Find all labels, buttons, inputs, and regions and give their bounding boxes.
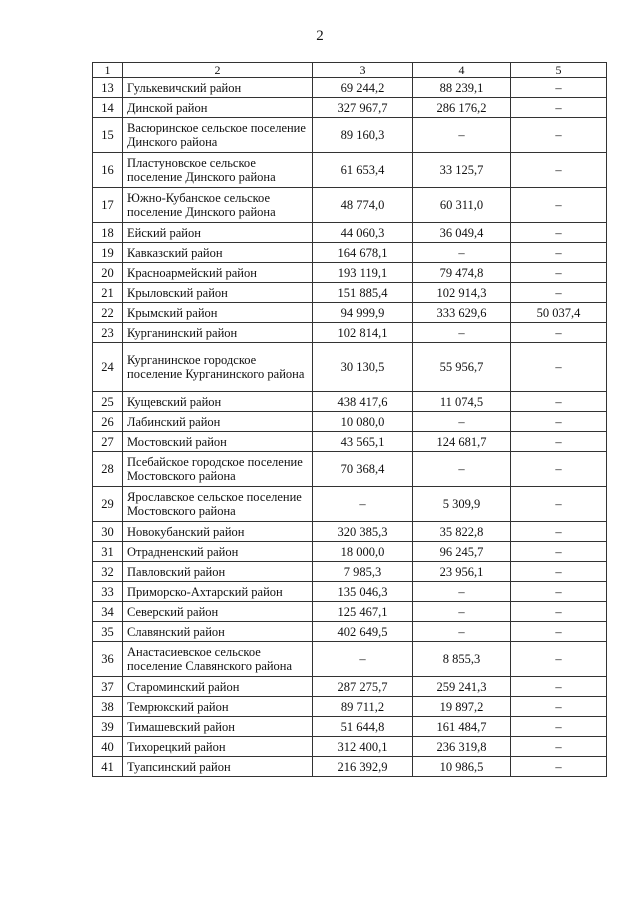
column-4-value: 96 245,7 [413, 542, 511, 562]
table-body [93, 78, 607, 777]
column-4-value: 36 049,4 [413, 223, 511, 243]
column-5-value: – [511, 737, 607, 757]
district-name: Кавказский район [123, 243, 313, 263]
column-4-value: – [413, 118, 511, 153]
row-number: 18 [93, 223, 123, 243]
column-4-value: 286 176,2 [413, 98, 511, 118]
table-row [93, 757, 607, 777]
column-5-value: – [511, 717, 607, 737]
table-row [93, 243, 607, 263]
table-row [93, 642, 607, 677]
row-number: 41 [93, 757, 123, 777]
district-name: Славянский район [123, 622, 313, 642]
column-4-value: – [413, 323, 511, 343]
row-number: 20 [93, 263, 123, 283]
table-row [93, 677, 607, 697]
column-5-value: – [511, 602, 607, 622]
row-number: 17 [93, 188, 123, 223]
column-3-value: 48 774,0 [313, 188, 413, 223]
column-3-value: 312 400,1 [313, 737, 413, 757]
column-4-value: 8 855,3 [413, 642, 511, 677]
column-4-value: 60 311,0 [413, 188, 511, 223]
column-5-value: – [511, 118, 607, 153]
column-5-value: – [511, 153, 607, 188]
row-number: 33 [93, 582, 123, 602]
column-4-value: – [413, 582, 511, 602]
column-4-value: 19 897,2 [413, 697, 511, 717]
column-5-value: – [511, 757, 607, 777]
row-number: 19 [93, 243, 123, 263]
district-name: Красноармейский район [123, 263, 313, 283]
row-number: 34 [93, 602, 123, 622]
column-4-value: – [413, 602, 511, 622]
district-name: Туапсинский район [123, 757, 313, 777]
column-5-value: 50 037,4 [511, 303, 607, 323]
column-4-value: 102 914,3 [413, 283, 511, 303]
column-header-2: 2 [123, 63, 313, 78]
district-name: Староминский район [123, 677, 313, 697]
district-name: Динской район [123, 98, 313, 118]
district-name: Приморско-Ахтарский район [123, 582, 313, 602]
column-5-value: – [511, 98, 607, 118]
table-header [93, 63, 607, 78]
table-row [93, 717, 607, 737]
row-number: 26 [93, 412, 123, 432]
row-number: 28 [93, 452, 123, 487]
column-3-value: – [313, 487, 413, 522]
district-name: Мостовский район [123, 432, 313, 452]
allocation-table [92, 62, 607, 777]
table-row [93, 452, 607, 487]
column-3-value: 44 060,3 [313, 223, 413, 243]
row-number: 39 [93, 717, 123, 737]
table-row [93, 522, 607, 542]
district-name: Ейский район [123, 223, 313, 243]
column-4-value: 55 956,7 [413, 343, 511, 392]
row-number: 16 [93, 153, 123, 188]
column-3-value: 193 119,1 [313, 263, 413, 283]
row-number: 36 [93, 642, 123, 677]
column-5-value: – [511, 487, 607, 522]
district-name: Гулькевичский район [123, 78, 313, 98]
column-5-value: – [511, 343, 607, 392]
column-3-value: 216 392,9 [313, 757, 413, 777]
district-name: Тихорецкий район [123, 737, 313, 757]
column-3-value: 125 467,1 [313, 602, 413, 622]
district-name: Северский район [123, 602, 313, 622]
table-row [93, 283, 607, 303]
column-4-value: 35 822,8 [413, 522, 511, 542]
column-3-value: 70 368,4 [313, 452, 413, 487]
column-4-value: – [413, 452, 511, 487]
column-3-value: 18 000,0 [313, 542, 413, 562]
table-row [93, 542, 607, 562]
column-5-value: – [511, 392, 607, 412]
column-3-value: 89 160,3 [313, 118, 413, 153]
column-5-value: – [511, 642, 607, 677]
district-name: Кущевский район [123, 392, 313, 412]
row-number: 21 [93, 283, 123, 303]
row-number: 24 [93, 343, 123, 392]
row-number: 38 [93, 697, 123, 717]
table-row [93, 582, 607, 602]
column-4-value: 124 681,7 [413, 432, 511, 452]
column-4-value: 79 474,8 [413, 263, 511, 283]
district-name: Новокубанский район [123, 522, 313, 542]
column-3-value: 327 967,7 [313, 98, 413, 118]
table-row [93, 263, 607, 283]
column-5-value: – [511, 323, 607, 343]
district-name: Темрюкский район [123, 697, 313, 717]
district-name: Анастасиевское сельское поселение Славянского района [123, 642, 313, 677]
column-4-value: 10 986,5 [413, 757, 511, 777]
table-row [93, 697, 607, 717]
table-row [93, 737, 607, 757]
column-3-value: 438 417,6 [313, 392, 413, 412]
row-number: 23 [93, 323, 123, 343]
table-row [93, 323, 607, 343]
column-5-value: – [511, 223, 607, 243]
column-3-value: 164 678,1 [313, 243, 413, 263]
column-5-value: – [511, 263, 607, 283]
column-4-value: 11 074,5 [413, 392, 511, 412]
column-4-value: 33 125,7 [413, 153, 511, 188]
district-name: Тимашевский район [123, 717, 313, 737]
column-3-value: 30 130,5 [313, 343, 413, 392]
table-row [93, 153, 607, 188]
column-5-value: – [511, 562, 607, 582]
table-row [93, 78, 607, 98]
column-5-value: – [511, 697, 607, 717]
column-3-value: 135 046,3 [313, 582, 413, 602]
column-4-value: – [413, 622, 511, 642]
row-number: 27 [93, 432, 123, 452]
column-4-value: 23 956,1 [413, 562, 511, 582]
district-name: Лабинский район [123, 412, 313, 432]
district-name: Крыловский район [123, 283, 313, 303]
column-3-value: 7 985,3 [313, 562, 413, 582]
row-number: 40 [93, 737, 123, 757]
district-name: Псебайское городское поселение Мостовского района [123, 452, 313, 487]
district-name: Павловский район [123, 562, 313, 582]
column-5-value: – [511, 188, 607, 223]
row-number: 15 [93, 118, 123, 153]
column-5-value: – [511, 432, 607, 452]
table-row [93, 432, 607, 452]
column-5-value: – [511, 452, 607, 487]
column-3-value: 51 644,8 [313, 717, 413, 737]
column-3-value: 320 385,3 [313, 522, 413, 542]
table-row [93, 98, 607, 118]
district-name: Южно-Кубанское сельское поселение Динского района [123, 188, 313, 223]
column-5-value: – [511, 622, 607, 642]
table-row [93, 392, 607, 412]
district-name: Курганинский район [123, 323, 313, 343]
column-3-value: 94 999,9 [313, 303, 413, 323]
table-row [93, 118, 607, 153]
table-row [93, 343, 607, 392]
row-number: 32 [93, 562, 123, 582]
row-number: 13 [93, 78, 123, 98]
column-3-value: 402 649,5 [313, 622, 413, 642]
row-number: 29 [93, 487, 123, 522]
column-5-value: – [511, 522, 607, 542]
district-name: Пластуновское сельское поселение Динского района [123, 153, 313, 188]
column-4-value: – [413, 412, 511, 432]
column-3-value: 287 275,7 [313, 677, 413, 697]
table-row [93, 562, 607, 582]
column-5-value: – [511, 78, 607, 98]
header-row [93, 63, 607, 78]
column-4-value: 88 239,1 [413, 78, 511, 98]
row-number: 31 [93, 542, 123, 562]
column-5-value: – [511, 582, 607, 602]
district-name: Отрадненский район [123, 542, 313, 562]
column-4-value: – [413, 243, 511, 263]
column-4-value: 333 629,6 [413, 303, 511, 323]
column-header-3: 3 [313, 63, 413, 78]
row-number: 22 [93, 303, 123, 323]
table-row [93, 303, 607, 323]
table-row [93, 223, 607, 243]
column-3-value: 61 653,4 [313, 153, 413, 188]
column-4-value: 236 319,8 [413, 737, 511, 757]
column-3-value: 69 244,2 [313, 78, 413, 98]
row-number: 14 [93, 98, 123, 118]
row-number: 25 [93, 392, 123, 412]
column-header-4: 4 [413, 63, 511, 78]
table-row [93, 412, 607, 432]
column-4-value: 5 309,9 [413, 487, 511, 522]
column-3-value: 151 885,4 [313, 283, 413, 303]
column-3-value: 102 814,1 [313, 323, 413, 343]
column-header-1: 1 [93, 63, 123, 78]
district-name: Ярославское сельское поселение Мостовского района [123, 487, 313, 522]
row-number: 37 [93, 677, 123, 697]
column-3-value: 89 711,2 [313, 697, 413, 717]
row-number: 30 [93, 522, 123, 542]
column-4-value: 161 484,7 [413, 717, 511, 737]
district-name: Курганинское городское поселение Курганинского района [123, 343, 313, 392]
table-row [93, 602, 607, 622]
column-3-value: 43 565,1 [313, 432, 413, 452]
column-3-value: 10 080,0 [313, 412, 413, 432]
column-5-value: – [511, 243, 607, 263]
district-name: Крымский район [123, 303, 313, 323]
column-5-value: – [511, 677, 607, 697]
row-number: 35 [93, 622, 123, 642]
column-4-value: 259 241,3 [413, 677, 511, 697]
table-row [93, 487, 607, 522]
column-5-value: – [511, 412, 607, 432]
district-name: Васюринское сельское поселение Динского района [123, 118, 313, 153]
column-3-value: – [313, 642, 413, 677]
column-header-5: 5 [511, 63, 607, 78]
table-row [93, 622, 607, 642]
column-5-value: – [511, 283, 607, 303]
column-5-value: – [511, 542, 607, 562]
page-number: 2 [316, 28, 324, 44]
table-row [93, 188, 607, 223]
